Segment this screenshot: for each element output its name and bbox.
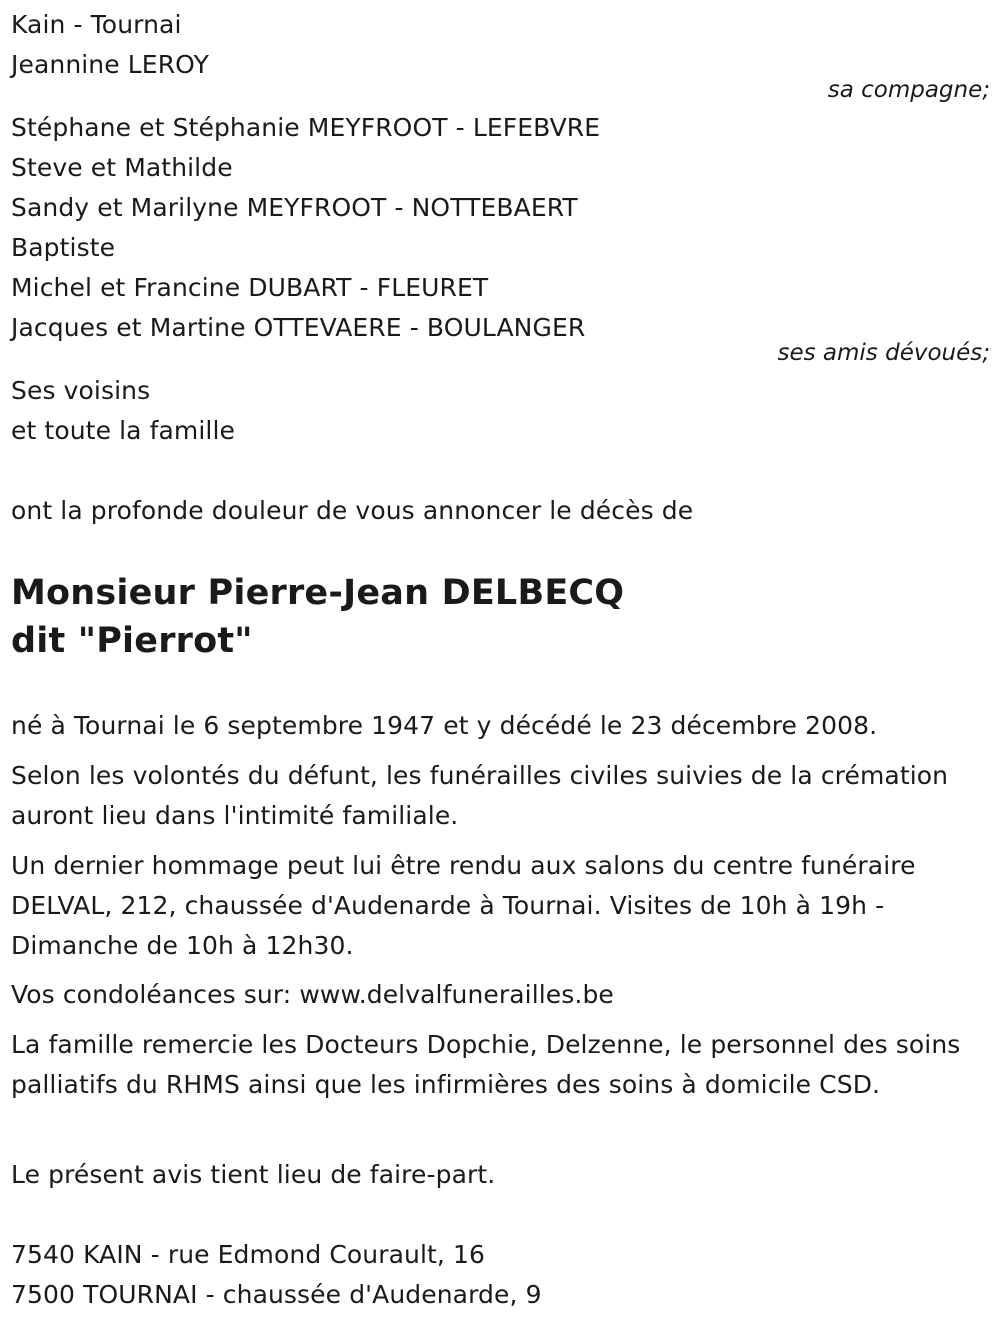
thanks-paragraph: La famille remercie les Docteurs Dopchie, Delzenne, le personnel des soins palliatifs du RHMS ainsi que les infirmières des soins à domicile CSD. <box>11 1030 961 1099</box>
neighbours-line: Ses voisins <box>11 376 151 405</box>
partner-role: sa compagne; <box>827 77 990 103</box>
friend-line: Baptiste <box>11 233 116 262</box>
friend-line: Jacques et Martine OTTEVAERE - BOULANGER <box>11 313 586 342</box>
homage-paragraph: Un dernier hommage peut lui être rendu aux salons du centre funéraire DELVAL, 212, chaussée d'Audenarde à Tournai. Visites de 10h à 19h - Dimanche de 10h à 12h30. <box>11 851 916 960</box>
friend-line: Stéphane et Stéphanie MEYFROOT - LEFEBVRE <box>11 113 601 142</box>
friend-line: Sandy et Marilyne MEYFROOT - NOTTEBAERT <box>11 193 578 222</box>
condolences-line: Vos condoléances sur: www.delvalfunerailles.be <box>11 980 614 1009</box>
address-line: 7500 TOURNAI - chaussée d'Audenarde, 9 <box>11 1280 542 1309</box>
partner-name: Jeannine LEROY <box>11 50 209 79</box>
deceased-name: Monsieur Pierre-Jean DELBECQ <box>11 573 625 613</box>
birth-death-line: né à Tournai le 6 septembre 1947 et y décédé le 23 décembre 2008. <box>11 711 878 740</box>
notice-line: Le présent avis tient lieu de faire-part. <box>11 1160 496 1189</box>
friends-role: ses amis dévoués; <box>777 340 990 366</box>
address-line: 7540 KAIN - rue Edmond Courault, 16 <box>11 1240 486 1269</box>
announcement-line: ont la profonde douleur de vous annoncer le décès de <box>11 496 694 525</box>
funeral-paragraph: Selon les volontés du défunt, les funérailles civiles suivies de la crémation auront lieu dans l'intimité familiale. <box>11 761 949 830</box>
friend-line: Michel et Francine DUBART - FLEURET <box>11 273 489 302</box>
friend-line: Steve et Mathilde <box>11 153 233 182</box>
place-line: Kain - Tournai <box>11 10 182 39</box>
deceased-nickname: dit "Pierrot" <box>11 621 253 661</box>
family-line: et toute la famille <box>11 416 236 445</box>
